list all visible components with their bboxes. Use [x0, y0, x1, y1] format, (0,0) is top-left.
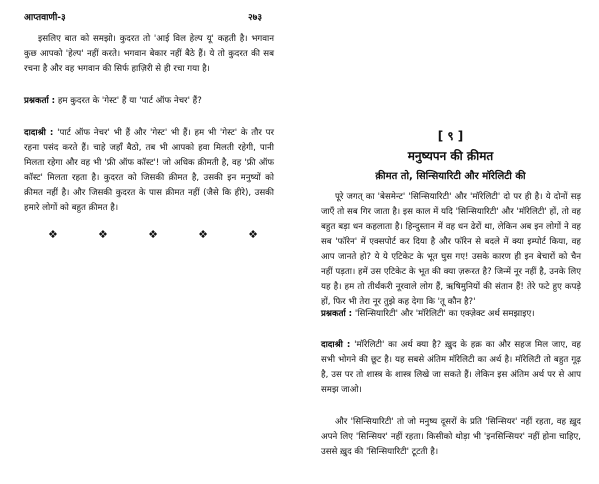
- ornament-icon: ❖: [248, 228, 258, 241]
- paragraph: इसलिए बात को समझो। कुदरत तो 'आई विल हेल्प यू' कहती है। भगवान कुछ आपको 'हेल्प' नहीं करते। भगवान बेकार नहीं बैठे हैं। ये तो कुदरत की सब रचना है और वह भगवान की सिर्फ हाज़िरी से ही रचा गया है।: [24, 34, 274, 74]
- running-header: आप्तवाणी-३: [24, 13, 66, 23]
- paragraph: और 'सिन्सियारिटी' तो जो मनुष्य दूसरों के प्रति 'सिन्सियर' नहीं रहता, वह ख़ुद अपने लिए 'सिन्सियर' नहीं रहता। किसीको थोड़ा भी 'इनसिन्सियर' नहीं होना चाहिए, उससे ख़ुद की 'सिन्सियारिटी' टूटती है।: [321, 417, 581, 457]
- answer-paragraph: [24, 126, 274, 216]
- section-subtitle: क़ीमत तो, सिन्सियारिटी और मॉरेलिटी की: [375, 171, 526, 182]
- ornament-icon: ❖: [148, 228, 158, 241]
- question-text: हम कुदरत के 'गेस्ट' हैं या 'पार्ट ऑफ नेचर' हैं?: [57, 96, 202, 106]
- section-number: [ ९ ]: [437, 129, 464, 143]
- section-title: मनुष्यपन की क़ीमत: [407, 149, 494, 163]
- page-number: २७३: [248, 13, 263, 23]
- question-paragraph: [24, 94, 274, 109]
- ornament-icon: ❖: [98, 228, 108, 241]
- dadashri-label: दादाश्री :: [321, 340, 351, 350]
- answer-paragraph: [321, 338, 581, 398]
- answer-text: 'मॉरेलिटी' का अर्थ क्या है? ख़ुद के हक़ का और सहज मिल जाए, वह सभी भोगने की छूट है। यह सबसे अंतिम मॉरेलिटी का अर्थ है। मॉरेलिटी तो बहुत गूढ़ है, उस पर तो शास्त्र के शास्त्र लिखे जा सकते हैं। लेकिन इस अंतिम अर्थ पर से आप समझ जाओ।: [321, 340, 581, 395]
- ornament-icon: ❖: [198, 228, 208, 241]
- question-text: 'सिन्सियारिटी' और 'मॉरेलिटी' का एक्ज़ेक्ट अर्थ समझाइए।: [354, 309, 535, 319]
- dadashri-label: दादाश्री :: [24, 128, 54, 138]
- questioner-label: प्रश्नकर्ता :: [24, 96, 56, 106]
- right-page: [302, 0, 599, 484]
- paragraph: पूरे जगत् का 'बेसमेन्ट' 'सिन्सियारिटी' और 'मॉरेलिटी' दो पर ही है। ये दोनों सड़ जाएँ तो सब गिर जाता है। इस काल में यदि 'सिन्सियारिटी' और 'मॉरेलिटी' हों, तो वह बहुत बड़ा धन कहलाता है। हिन्दुस्तान में वह धन ढेरों था, लेकिन अब इन लोगों ने वह सब 'फॉरेन' में एक्सपोर्ट कर दिया है और फॉरेन से बदले में क्या इम्पोर्ट किया, वह आप जानते हो? ये ये एटिकेट के भूत घुस गए! उसके कारण ही इन बेचारों को चैन नहीं पड़ता। हमें उस एटिकेट के भूत की क्या ज़रूरत है? जिन्में नूर नहीं है, उनके लिए यह है। हम तो तीर्थंकरी नूरवाले लोग हैं, ऋषिमुनियों की संतान हैं! तेरे फटे हुए कपड़े हों, फिर भी तेरा नूर तुझे कह देगा कि 'तू कौन है?': [321, 192, 581, 307]
- ornament-icon: ❖: [48, 228, 58, 241]
- questioner-label: प्रश्नकर्ता :: [321, 309, 353, 319]
- question-paragraph: [321, 307, 581, 322]
- left-page: [0, 0, 299, 484]
- section-separator: [48, 228, 258, 241]
- answer-text: 'पार्ट ऑफ नेचर' भी हैं और 'गेस्ट' भी हैं। हम भी 'गेस्ट' के तौर पर रहना पसंद करते हैं। चाहे जहाँ बैठो, तब भी आपको हवा मिलती रहेगी, पानी मिलता रहेगा और वह भी 'फ्री ऑफ कॉस्ट'! जो अधिक क़ीमती है, वह 'फ्री ऑफ कॉस्ट' मिलता रहता है। कुदरत को जिसकी क़ीमत है, उसकी इन मनुष्यों को क़ीमत नहीं है। और जिसकी कुदरत के पास क़ीमत नहीं (जैसे कि हीरे), उसकी हमारे लोगों को बहुत क़ीमत है।: [24, 128, 275, 213]
